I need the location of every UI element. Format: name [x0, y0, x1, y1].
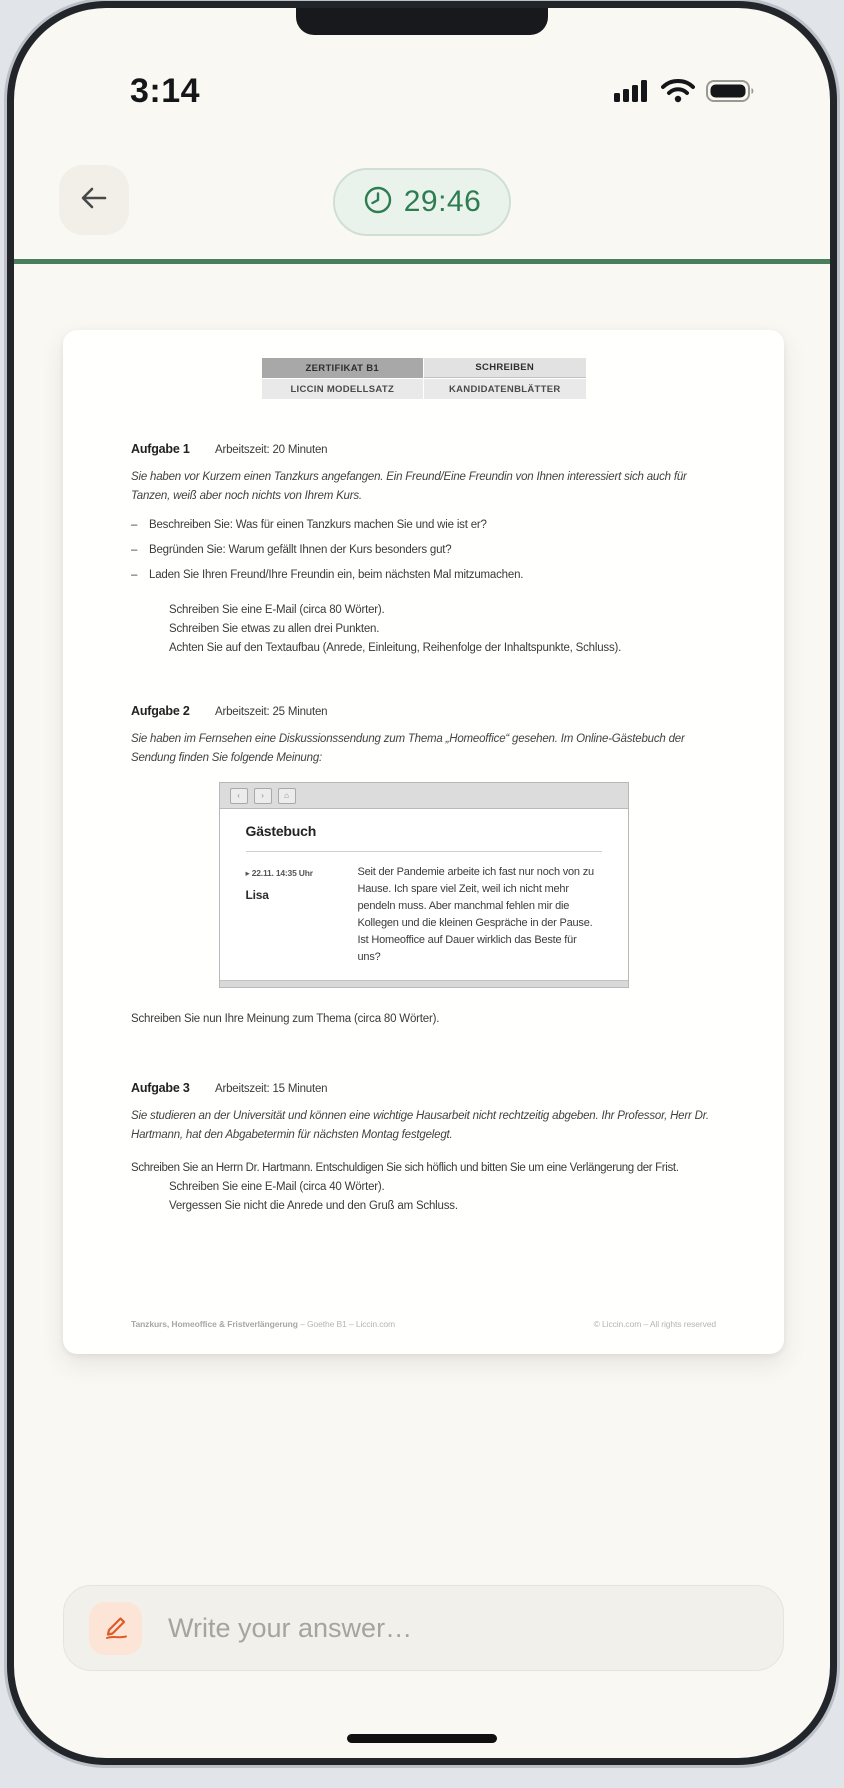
header-divider — [14, 259, 830, 264]
entry-text: Seit der Pandemie arbeite ich fast nur noch von zu Hause. Ich spare viel Zeit, weil ich nicht mehr pendeln muss. Aber manchmal fehlen mir die Kollegen und die kleinen Gespräche in der Pause. Ist Homeoffice auf Dauer wirklich das Beste für uns? — [357, 866, 594, 963]
task1-bullets — [131, 516, 716, 585]
task3-instruction-1: Schreiben Sie eine E-Mail (circa 40 Wörter). — [169, 1181, 385, 1193]
exam-document — [63, 330, 784, 1354]
footer-left-rest: – Goethe B1 – Liccin.com — [297, 1319, 396, 1329]
entry-timestamp: 22.11. 14:35 Uhr — [251, 868, 313, 878]
arrow-left-icon — [79, 185, 109, 216]
phone-frame — [14, 8, 830, 1758]
status-bar — [14, 70, 830, 116]
header-cell-zertifikat: ZERTIFIKAT B1 — [262, 358, 424, 378]
task1-bullet-2: Begründen Sie: Warum gefällt Ihnen der Kurs besonders gut? — [149, 544, 452, 556]
bullet-dash: – — [131, 544, 138, 556]
signal-icon — [614, 78, 650, 109]
answer-composer[interactable] — [63, 1585, 784, 1671]
task1-bullet-1: Beschreiben Sie: Was für einen Tanzkurs machen Sie und wie ist er? — [149, 519, 487, 531]
footer-right: © Liccin.com – All rights reserved — [593, 1319, 716, 1329]
task1-title: Aufgabe 1 — [131, 442, 190, 456]
footer-left — [131, 1315, 395, 1334]
guestbook-back-button: ‹ — [230, 788, 248, 804]
task1-bullet-3: Laden Sie Ihren Freund/Ihre Freundin ein, beim nächsten Mal mitzumachen. — [149, 569, 524, 581]
document-header-table — [262, 358, 586, 399]
status-time: 3:14 — [130, 72, 201, 110]
guestbook-toolbar — [220, 783, 628, 809]
status-icons — [614, 78, 756, 109]
task3-instruction-2: Vergessen Sie nicht die Anrede und den Gruß am Schluss. — [169, 1200, 458, 1212]
guestbook-title: Gästebuch — [245, 823, 317, 839]
task2-worktime: Arbeitszeit: 25 Minuten — [215, 706, 328, 718]
task1-instruction-2: Schreiben Sie etwas zu allen drei Punkten. — [169, 623, 380, 635]
task3-line1: Schreiben Sie an Herrn Dr. Hartmann. Entschuldigen Sie sich höflich und bitten Sie um eine Verlängerung der Frist. — [131, 1162, 679, 1174]
header-cell-kandidatenblaetter: KANDIDATENBLÄTTER — [424, 379, 586, 399]
guestbook-widget — [219, 782, 629, 988]
guestbook-divider — [246, 851, 602, 852]
header-cell-schreiben: SCHREIBEN — [424, 358, 586, 378]
entry-marker-icon: ▸ — [245, 868, 250, 878]
timer-value: 29:46 — [403, 185, 482, 218]
task2-section — [131, 702, 716, 1029]
footer-left-title: Tanzkurs, Homeoffice & Fristverlängerung — [131, 1319, 298, 1329]
pencil-icon-button[interactable] — [89, 1602, 142, 1655]
back-button[interactable] — [59, 165, 129, 235]
home-indicator[interactable] — [347, 1734, 497, 1743]
clock-icon — [363, 185, 393, 220]
pencil-icon — [101, 1611, 131, 1646]
task2-title: Aufgabe 2 — [131, 704, 190, 718]
task1-section — [131, 440, 716, 658]
task2-outro: Schreiben Sie nun Ihre Meinung zum Thema (circa 80 Wörter). — [131, 1013, 440, 1025]
guestbook-forward-button: › — [254, 788, 272, 804]
task1-instructions — [169, 601, 716, 658]
task1-intro: Sie haben vor Kurzem einen Tanzkurs angefangen. Ein Freund/Eine Freundin von Ihnen interessiert sich auch für Tanzen, weiß aber noch nichts von Ihrem Kurs. — [131, 471, 687, 502]
answer-input[interactable] — [168, 1613, 688, 1644]
wifi-icon — [661, 78, 695, 109]
document-footer — [131, 1315, 716, 1334]
entry-author: Lisa — [245, 888, 269, 902]
task3-worktime: Arbeitszeit: 15 Minuten — [215, 1083, 328, 1095]
task1-instruction-1: Schreiben Sie eine E-Mail (circa 80 Wörter). — [169, 604, 385, 616]
task3-instructions — [169, 1178, 716, 1216]
guestbook-home-button: ⌂ — [278, 788, 296, 804]
battery-icon — [706, 78, 756, 109]
task3-title: Aufgabe 3 — [131, 1081, 190, 1095]
task1-instruction-3: Achten Sie auf den Textaufbau (Anrede, Einleitung, Reihenfolge der Inhaltspunkte, Schluss). — [169, 642, 622, 654]
bullet-dash: – — [131, 569, 138, 581]
task3-intro: Sie studieren an der Universität und können eine wichtige Hausarbeit nicht rechtzeitig abgeben. Ihr Professor, Herr Dr. Hartmann, hat den Abgabetermin für nächsten Montag festgelegt. — [131, 1110, 709, 1141]
task3-section — [131, 1079, 716, 1216]
task2-intro: Sie haben im Fernsehen eine Diskussionssendung zum Thema „Homeoffice“ gesehen. Im Online-Gästebuch der Sendung finden Sie folgende Meinung: — [131, 733, 685, 764]
bullet-dash: – — [131, 519, 138, 531]
header-cell-modellsatz: LICCIN MODELLSATZ — [262, 379, 424, 399]
guestbook-scrollbar — [220, 980, 628, 987]
guestbook-entry — [246, 864, 602, 966]
task1-worktime: Arbeitszeit: 20 Minuten — [215, 444, 328, 456]
phone-notch — [296, 8, 548, 35]
timer-pill[interactable] — [333, 168, 511, 236]
